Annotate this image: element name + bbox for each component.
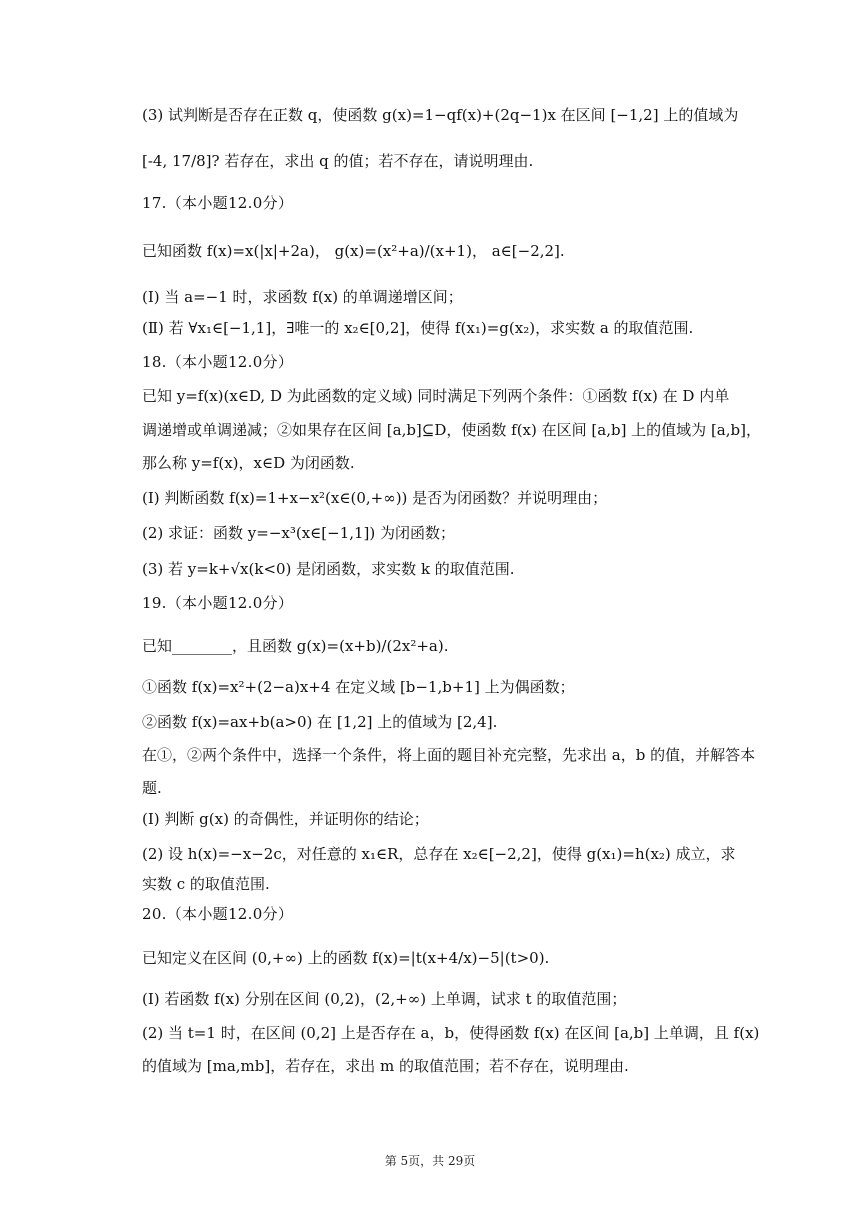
- text-line: ①函数 f(x)=x²+(2−a)x+4 在定义域 [b−1,b+1] 上为偶函数；: [142, 678, 575, 696]
- text-line: 已知函数 f(x)=x(|x|+2a)， g(x)=(x²+a)/(x+1)， a∈[−2,2].: [142, 242, 565, 260]
- question-heading: 19.（本小题12.0分）: [142, 594, 294, 612]
- text-line: [-4, 17/8]? 若存在，求出 q 的值；若不存在，请说明理由.: [142, 152, 534, 170]
- text-line: 那么称 y=f(x)，x∈D 为闭函数.: [142, 454, 355, 472]
- text-line: (3) 若 y=k+√x(k<0) 是闭函数，求实数 k 的取值范围.: [142, 560, 515, 578]
- question-heading: 18.（本小题12.0分）: [142, 353, 294, 371]
- text-line: (2) 当 t=1 时，在区间 (0,2] 上是否存在 a，b，使得函数 f(x) 在区间 [a,b] 上单调，且 f(x): [142, 1024, 760, 1042]
- text-line: 调递增或单调递减；②如果存在区间 [a,b]⊆D，使函数 f(x) 在区间 [a,b] 上的值域为 [a,b]，: [142, 421, 761, 439]
- text-line: (2) 设 h(x)=−x−2c，对任意的 x₁∈R，总存在 x₂∈[−2,2]，使得 g(x₁)=h(x₂) 成立，求: [142, 845, 736, 863]
- text-line: (Ⅰ) 若函数 f(x) 分别在区间 (0,2)，(2,+∞) 上单调，试求 t 的取值范围；: [142, 990, 627, 1008]
- text-line: (2) 求证：函数 y=−x³(x∈[−1,1]) 为闭函数；: [142, 524, 456, 542]
- text-line: 在①，②两个条件中，选择一个条件，将上面的题目补充完整，先求出 a，b 的值，并解答本: [142, 746, 756, 764]
- question-heading: 20.（本小题12.0分）: [142, 905, 294, 923]
- text-line: ②函数 f(x)=ax+b(a>0) 在 [1,2] 上的值域为 [2,4].: [142, 713, 498, 731]
- text-line: (Ⅱ) 若 ∀x₁∈[−1,1]，∃唯一的 x₂∈[0,2]，使得 f(x₁)=g(x₂)，求实数 a 的取值范围.: [142, 319, 694, 337]
- text-line: (Ⅰ) 当 a=−1 时，求函数 f(x) 的单调递增区间；: [142, 288, 463, 306]
- text-line: (3) 试判断是否存在正数 q，使函数 g(x)=1−qf(x)+(2q−1)x 在区间 [−1,2] 上的值域为: [142, 106, 739, 124]
- text-line: 题.: [142, 779, 162, 797]
- text-line: 实数 c 的取值范围.: [142, 875, 270, 893]
- text-line: 已知 y=f(x)(x∈D, D 为此函数的定义域) 同时满足下列两个条件：①函数 f(x) 在 D 内单: [142, 387, 730, 405]
- text-line: (Ⅰ) 判断 g(x) 的奇偶性，并证明你的结论；: [142, 810, 429, 828]
- page-footer: 第 5页，共 29页: [384, 1154, 476, 1168]
- text-line: 已知定义在区间 (0,+∞) 上的函数 f(x)=|t(x+4/x)−5|(t>0).: [142, 949, 550, 967]
- text-line: 的值域为 [ma,mb]，若存在，求出 m 的取值范围；若不存在，说明理由.: [142, 1057, 629, 1075]
- question-heading: 17.（本小题12.0分）: [142, 194, 294, 212]
- text-line: 已知________，且函数 g(x)=(x+b)/(2x²+a).: [142, 637, 449, 655]
- text-line: (Ⅰ) 判断函数 f(x)=1+x−x²(x∈(0,+∞)) 是否为闭函数？并说明理由；: [142, 489, 608, 507]
